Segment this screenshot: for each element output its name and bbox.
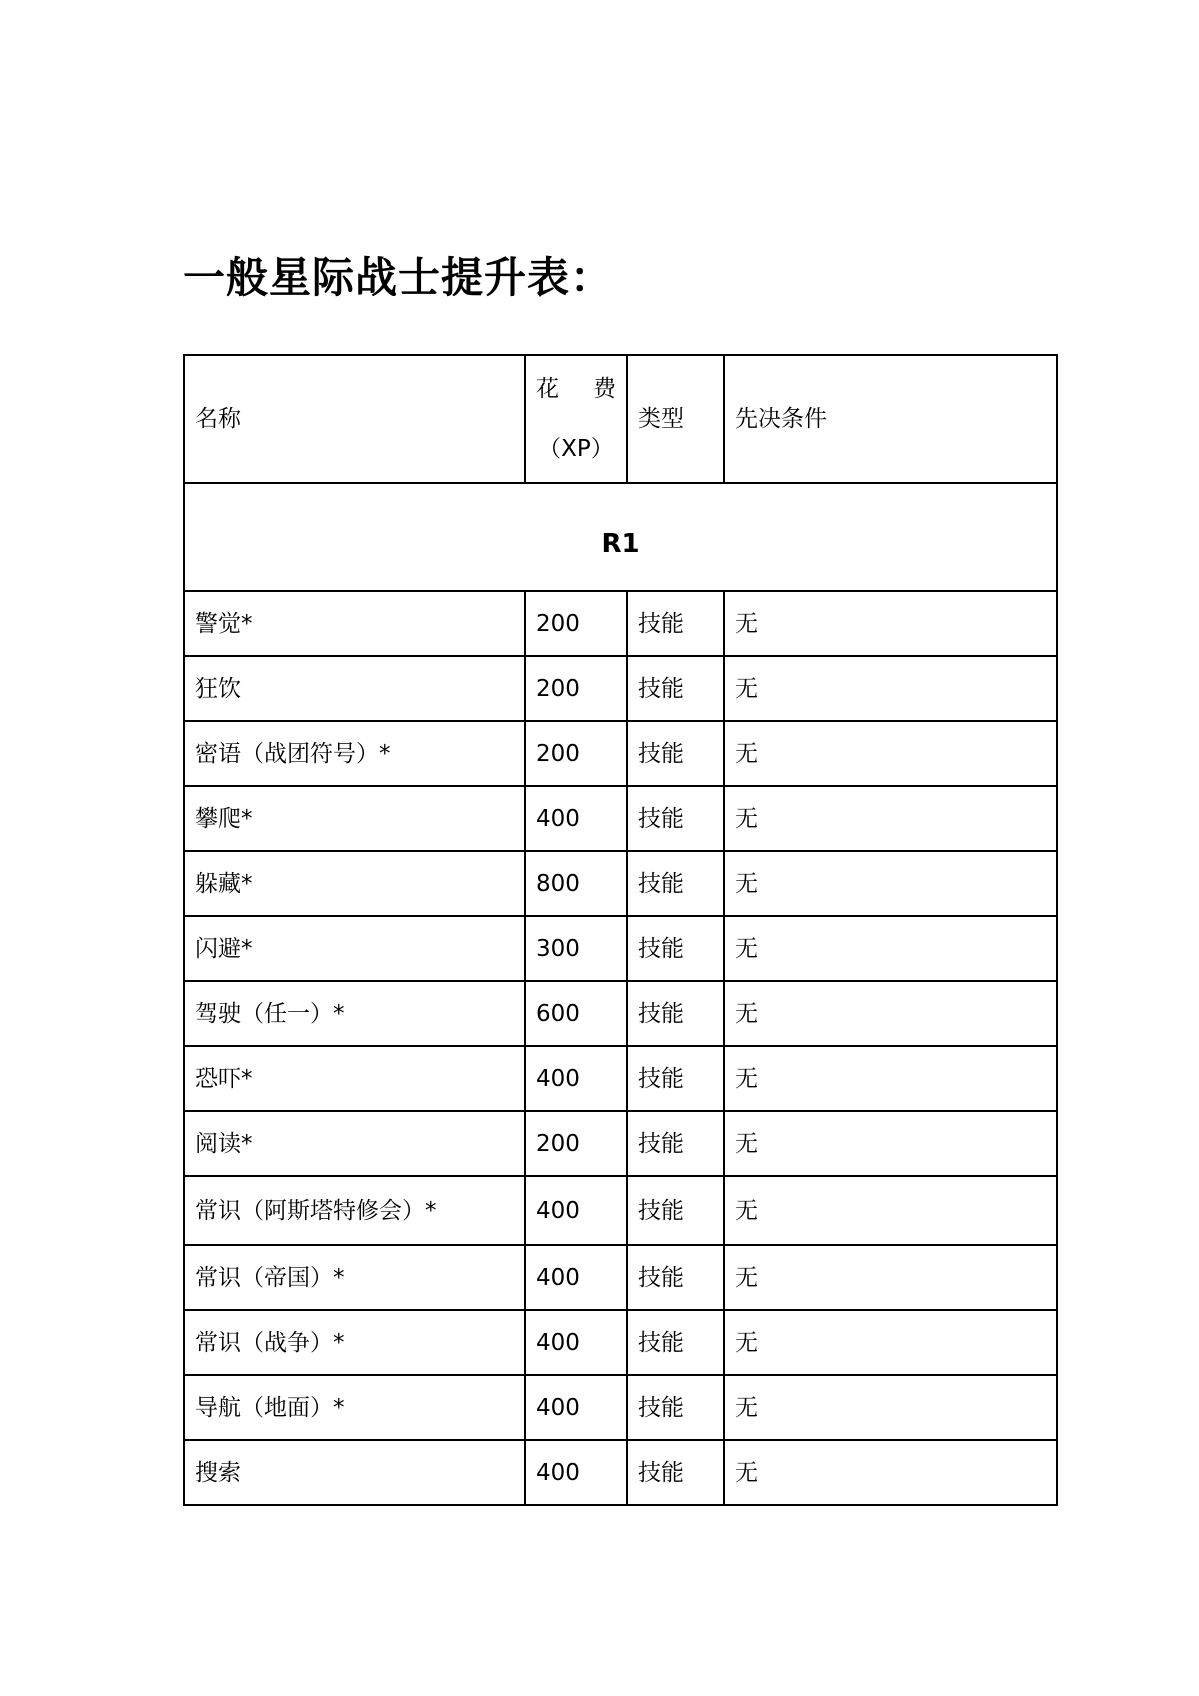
cell-cost: 400 [525,1046,627,1111]
cell-cost: 800 [525,851,627,916]
table-row [184,1046,1057,1111]
cell-prereq: 无 [724,786,1057,851]
cell-cost: 400 [525,786,627,851]
cell-type: 技能 [627,656,724,721]
cell-name: 常识（阿斯塔特修会）* [184,1176,525,1245]
cell-prereq: 无 [724,1245,1057,1310]
table-row [184,981,1057,1046]
cell-prereq: 无 [724,851,1057,916]
cell-type: 技能 [627,591,724,656]
header-prereq: 先决条件 [724,355,1057,483]
header-cost-char1: 花 [536,376,559,402]
header-type: 类型 [627,355,724,483]
cell-cost: 200 [525,656,627,721]
cell-type: 技能 [627,851,724,916]
header-name: 名称 [184,355,525,483]
cell-cost: 200 [525,1111,627,1176]
cell-prereq: 无 [724,1111,1057,1176]
cell-name: 驾驶（任一）* [184,981,525,1046]
cell-name: 阅读* [184,1111,525,1176]
cell-cost: 400 [525,1440,627,1505]
table-row [184,851,1057,916]
cell-prereq: 无 [724,656,1057,721]
table-row [184,1176,1057,1245]
cell-type: 技能 [627,786,724,851]
cell-type: 技能 [627,1111,724,1176]
cell-type: 技能 [627,1245,724,1310]
cell-type: 技能 [627,1046,724,1111]
cell-prereq: 无 [724,1310,1057,1375]
table-body [184,355,1057,1505]
cell-cost: 400 [525,1176,627,1245]
cell-prereq: 无 [724,1440,1057,1505]
cell-type: 技能 [627,916,724,981]
cell-cost: 300 [525,916,627,981]
section-row [184,483,1057,591]
cell-name: 常识（战争）* [184,1310,525,1375]
cell-name: 恐吓* [184,1046,525,1111]
cell-cost: 600 [525,981,627,1046]
table-row [184,1245,1057,1310]
cell-name: 搜索 [184,1440,525,1505]
cell-name: 常识（帝国）* [184,1245,525,1310]
cell-cost: 200 [525,721,627,786]
cell-name: 狂饮 [184,656,525,721]
cell-type: 技能 [627,981,724,1046]
cell-prereq: 无 [724,591,1057,656]
cell-name: 闪避* [184,916,525,981]
section-label: R1 [184,483,1057,591]
cell-name: 攀爬* [184,786,525,851]
cell-name: 密语（战团符号）* [184,721,525,786]
table-row [184,721,1057,786]
cell-name: 躲藏* [184,851,525,916]
header-cost-unit: （XP） [538,436,614,462]
cell-type: 技能 [627,1440,724,1505]
header-cost [525,355,627,483]
table-row [184,591,1057,656]
table-row [184,786,1057,851]
cell-type: 技能 [627,1310,724,1375]
cell-prereq: 无 [724,981,1057,1046]
table-row [184,916,1057,981]
cell-prereq: 无 [724,916,1057,981]
advancement-table [183,354,1058,1506]
cell-prereq: 无 [724,721,1057,786]
page-title: 一般星际战士提升表： [183,253,614,302]
cell-cost: 400 [525,1310,627,1375]
cell-type: 技能 [627,1375,724,1440]
table-header-row [184,355,1057,483]
cell-name: 警觉* [184,591,525,656]
table-row [184,1440,1057,1505]
cell-cost: 400 [525,1245,627,1310]
table-row [184,1111,1057,1176]
cell-prereq: 无 [724,1046,1057,1111]
cell-name: 导航（地面）* [184,1375,525,1440]
cell-type: 技能 [627,721,724,786]
cell-cost: 400 [525,1375,627,1440]
cell-type: 技能 [627,1176,724,1245]
table-row [184,656,1057,721]
header-cost-char2: 费 [593,376,616,402]
cell-prereq: 无 [724,1176,1057,1245]
cell-prereq: 无 [724,1375,1057,1440]
table-row [184,1310,1057,1375]
table-row [184,1375,1057,1440]
cell-cost: 200 [525,591,627,656]
